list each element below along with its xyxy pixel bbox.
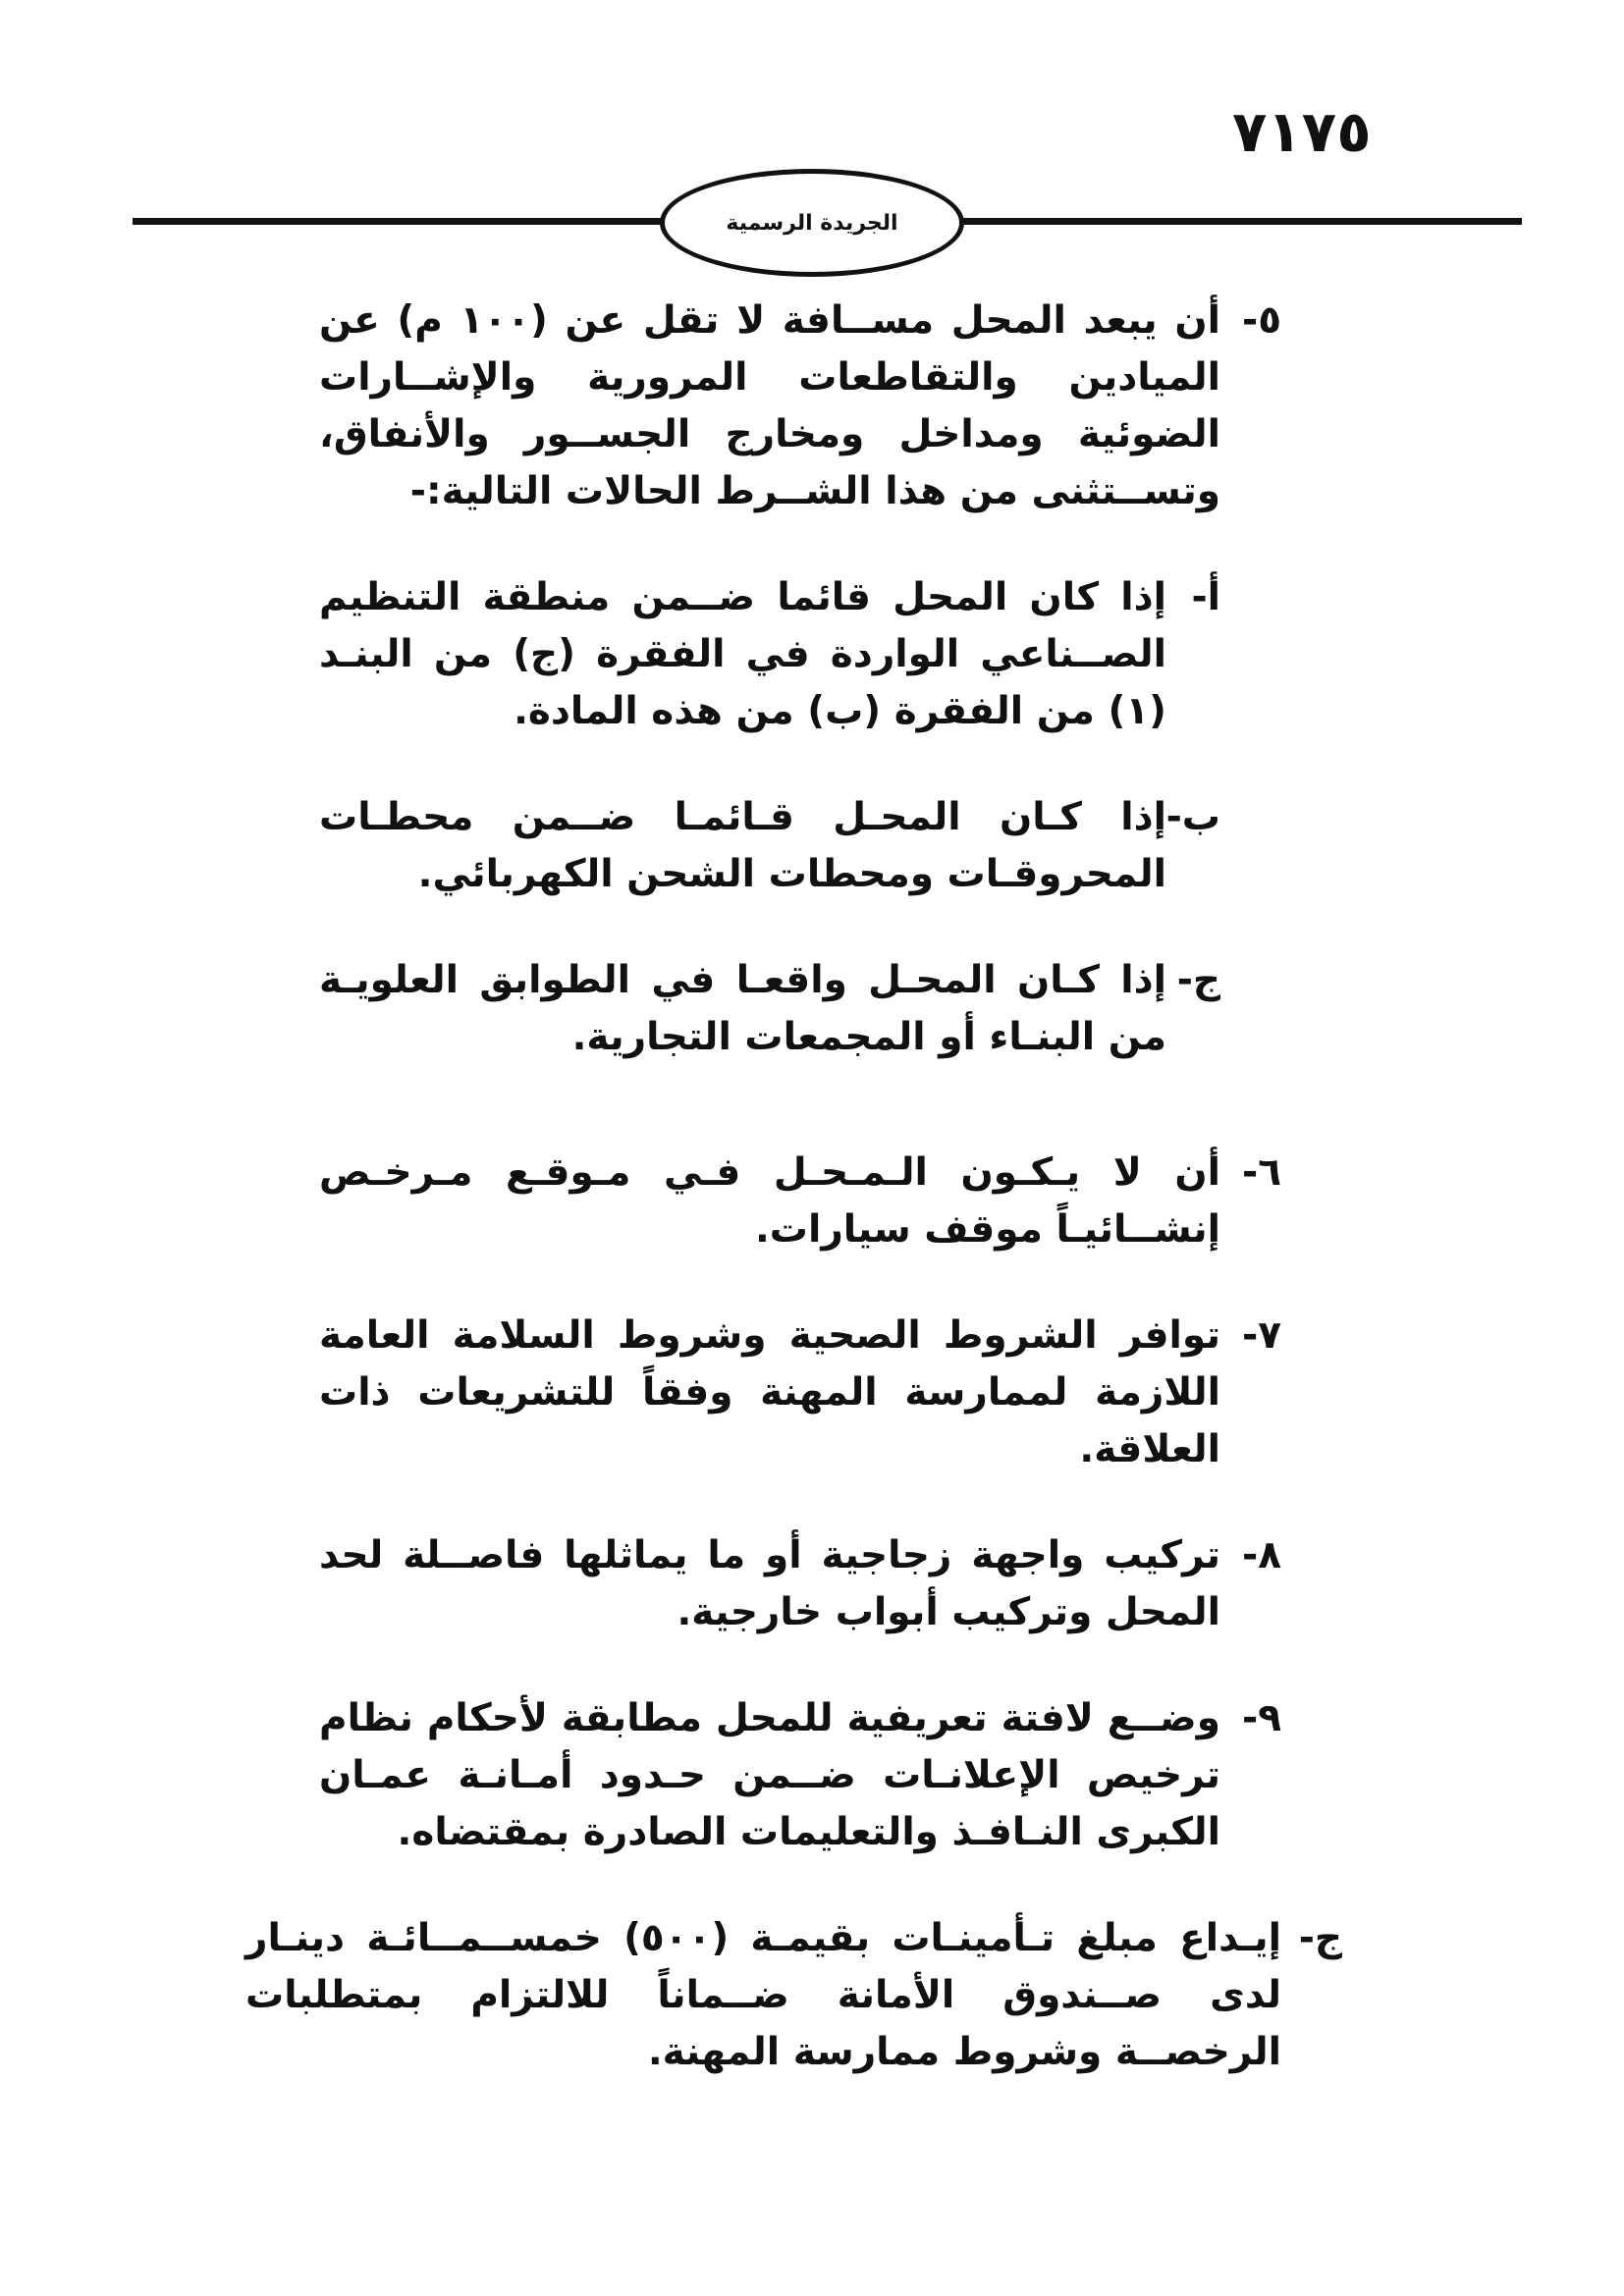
exception-text: إذا كان المحل قائما ضــمن منطقة التنظيم الصــناعي الواردة في الفقرة (ج) من البنـد (١) من الفقرة (ب) من هذه المادة. — [319, 575, 1166, 733]
exception-c — [319, 952, 1220, 1066]
exception-text: إذا كـان المحـل قـائمـا ضــمن محطـات المحروقـات ومحطات الشحن الكهربائي. — [319, 795, 1166, 896]
clause-marker: ٧- — [1242, 1313, 1281, 1358]
clause-marker: ٦- — [1242, 1150, 1281, 1195]
paragraph-c — [245, 1910, 1342, 2081]
clause-text: أن يبعد المحل مســافة لا تقل عن (١٠٠ م) عن الميادين والتقاطعات المرورية والإشــارات الضوئية ومداخل ومخارج الجســور والأنفاق، وتســتثنى من هذا الشــرط الحالات التالية:- — [319, 298, 1220, 513]
clause-text: توافر الشروط الصحية وشروط السلامة العامة اللازمة لممارسة المهنة وفقاً للتشريعات ذات العلاقة. — [319, 1313, 1220, 1471]
exception-a — [319, 569, 1220, 740]
clause-marker: ٨- — [1242, 1533, 1281, 1577]
exception-b — [319, 789, 1220, 903]
clause-marker: ٩- — [1242, 1696, 1281, 1740]
clause-5 — [319, 293, 1281, 520]
header-rule-right — [962, 218, 1522, 225]
clause-7 — [319, 1308, 1281, 1478]
clause-9 — [319, 1690, 1281, 1861]
clause-text: أن لا يـكـون الـمـحـل فـي مـوقـع مـرخـص إنشــائيـاً موقف سيارات. — [319, 1150, 1220, 1252]
masthead-title: الجريدة الرسمية — [726, 210, 898, 236]
clause-marker: ٥- — [1242, 298, 1281, 343]
clause-8 — [319, 1527, 1281, 1641]
clause-text: وضــع لافتة تعريفية للمحل مطابقة لأحكام نظام ترخيص الإعلانـات ضــمن حـدود أمـانـة عمـان الكبرى النـافـذ والتعليمات الصادرة بمقتضاه. — [319, 1696, 1220, 1854]
clause-6 — [319, 1145, 1281, 1258]
document-body — [245, 293, 1342, 2081]
exception-marker: أ- — [1191, 575, 1220, 619]
exception-text: إذا كـان المحـل واقعـا في الطوابق العلويـة من البنـاء أو المجمعات التجارية. — [319, 958, 1166, 1059]
exception-marker: ب- — [1165, 795, 1220, 839]
clause-text: تركيب واجهة زجاجية أو ما يماثلها فاصــلة لحد المحل وتركيب أبواب خارجية. — [319, 1533, 1220, 1634]
page-number: ٧١٧٥ — [1232, 98, 1372, 165]
paragraph-marker: ج- — [1298, 1916, 1342, 1960]
exception-marker: ج- — [1176, 958, 1220, 1002]
masthead-oval — [660, 169, 964, 277]
header-rule-left — [133, 218, 663, 225]
paragraph-text: إيـداع مبلغ تـأمينـات بقيمـة (٥٠٠) خمســمــائـة دينـار لدى صــندوق الأمانة ضــماناً للالتزام بمتطلبات الرخصــة وشروط ممارسة المهنة. — [245, 1916, 1281, 2074]
